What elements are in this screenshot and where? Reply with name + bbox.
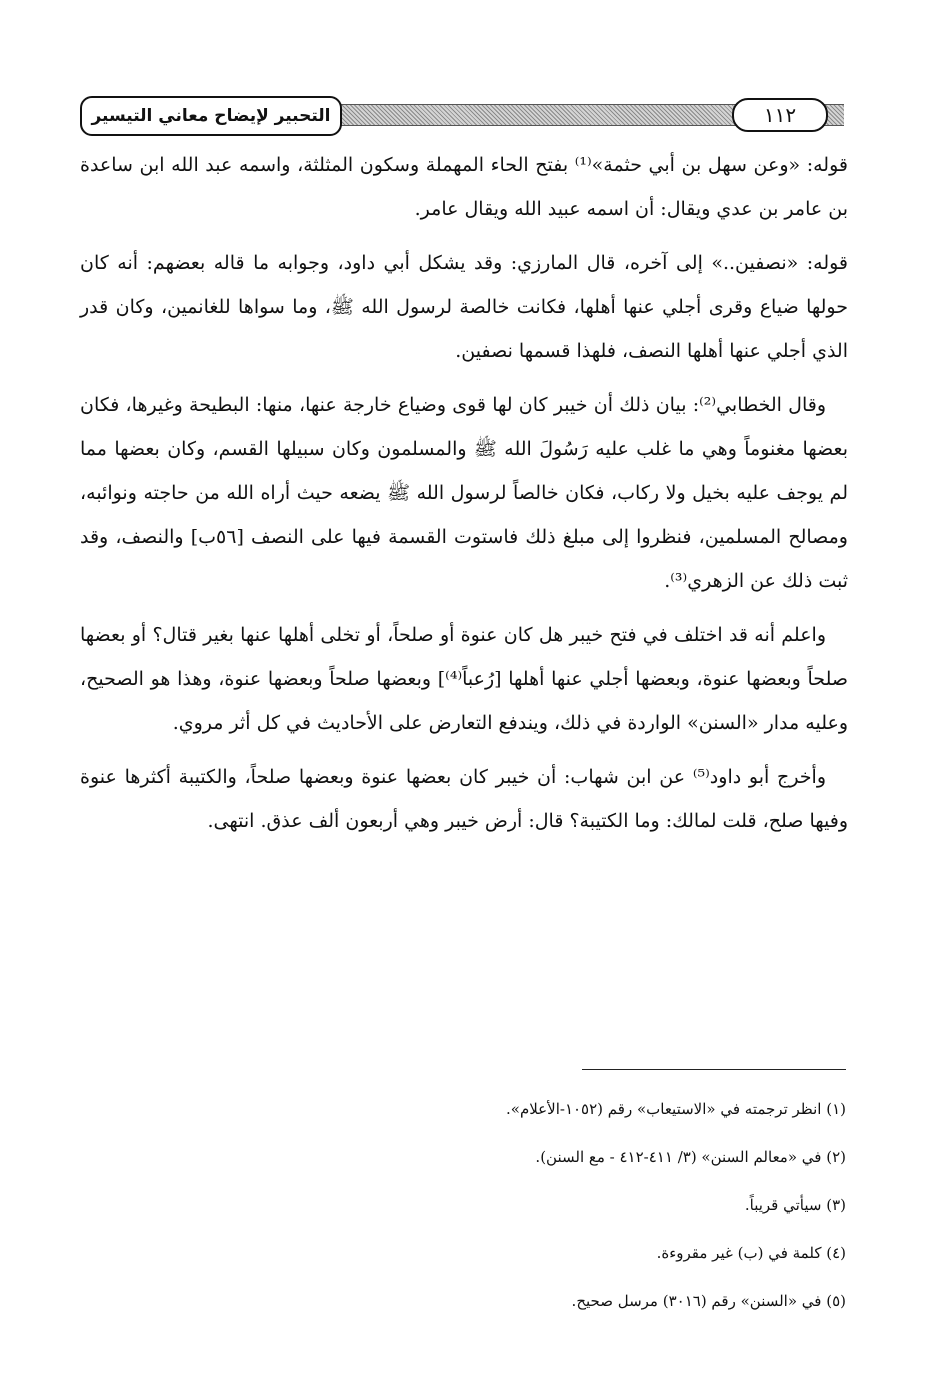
paragraph-4: واعلم أنه قد اختلف في فتح خيبر هل كان عنوة أو صلحاً، أو تخلى أهلها عنها بغير قتال؟ أو بعضها صلحاً وبعضها عنوة، وبعضها أجلي عنها أهلها [رُعباً⁽⁴⁾] وبعضها صلحاً وبعضها عنوة، وهذا هو الصحيح، وعليه مدار «السنن» الواردة في ذلك، ويندفع التعارض على الأحاديث في كل أثر مروي.: [80, 624, 848, 734]
footnote-5: (٥) في «السنن» رقم (٣٠١٦) مرسل صحيح.: [571, 1292, 846, 1310]
footnote-divider: [582, 1069, 846, 1070]
page-header: [80, 96, 850, 136]
paragraph-2: قوله: «نصفين..» إلى آخره، قال المارزي: وقد يشكل أبي داود، وجوابه ما قاله بعضهم: أنه كان حولها ضياع وقرى أجلي عنها أهلها، فكانت خالصة لرسول الله ﷺ، وما سواها للغانمين، وكان قدر الذي أجلي عنها أهلها النصف، فلهذا قسمها نصفين.: [80, 252, 848, 362]
footnote-4: (٤) كلمة في (ب) غير مقروءة.: [656, 1244, 846, 1262]
footnote-2: (٢) في «معالم السنن» (٣/ ٤١١-٤١٢ - مع السنن).: [535, 1148, 846, 1166]
footnote-3: (٣) سيأتي قريباً.: [744, 1196, 846, 1214]
footnotes: [300, 1097, 846, 1337]
footnote-1: (١) انظر ترجمته في «الاستيعاب» رقم (١٠٥٢-الأعلام».: [506, 1100, 846, 1118]
main-text: [80, 143, 848, 849]
paragraph-3: وقال الخطابي⁽²⁾: بيان ذلك أن خيبر كان لها قوى وضياع خارجة عنها، منها: البطيحة وغيرها، فكان بعضها مغنوماً وهي ما غلب عليه رَسُولَ الله ﷺ والمسلمون وكان سبيلها القسم، وكان بعضها مما لم يوجف عليه بخيل ولا ركاب، فكان خالصاً لرسول الله ﷺ يضعه حيث أراه الله من حاجته ونوائبه، ومصالح المسلمين، فنظروا إلى مبلغ ذلك فاستوت القسمة فيها على النصف [٥٦ب] والنصف، وقد ثبت ذلك عن الزهري⁽³⁾.: [80, 394, 848, 592]
page-number: ١١٢: [732, 98, 828, 132]
book-title: التحبير لإيضاح معاني التيسير: [80, 96, 342, 136]
paragraph-1: قوله: «وعن سهل بن أبي حثمة»⁽¹⁾ بفتح الحاء المهملة وسكون المثلثة، واسمه عبد الله ابن ساعدة بن عامر بن عدي ويقال: أن اسمه عبيد الله ويقال عامر.: [80, 154, 848, 220]
paragraph-5: وأخرج أبو داود⁽⁵⁾ عن ابن شهاب: أن خيبر كان بعضها عنوة وبعضها صلحاً، والكتيبة أكثرها عنوة وفيها صلح، قلت لمالك: وما الكتيبة؟ قال: أرض خيبر وهي أربعون ألف عذق. انتهى.: [80, 766, 848, 832]
